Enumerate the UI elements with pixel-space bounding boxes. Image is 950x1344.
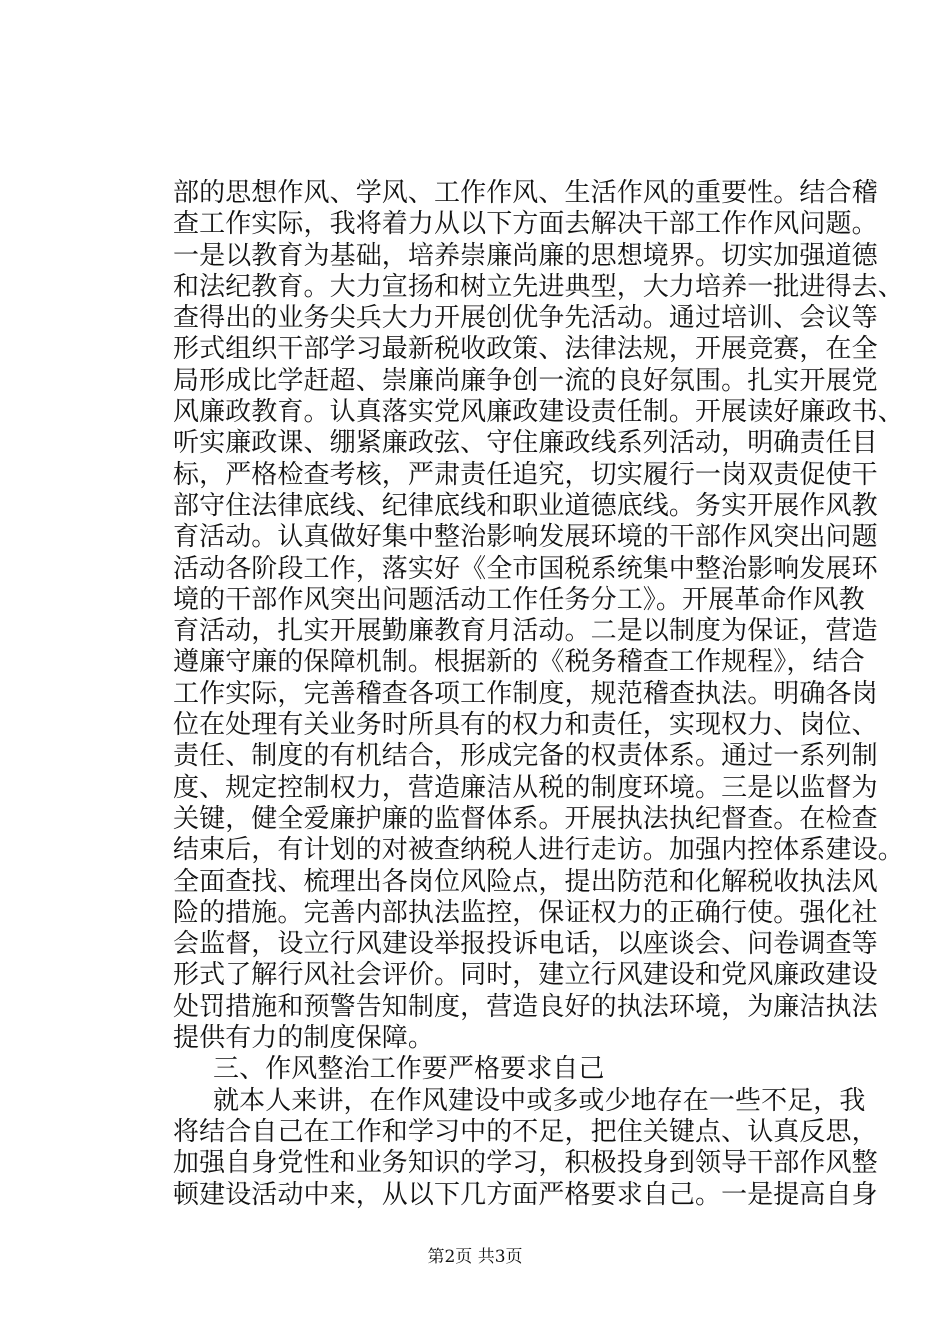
text-line: 部的思想作风、学风、工作作风、生活作风的重要性。结合稽 (173, 178, 878, 208)
text-line: 责任、制度的有机结合，形成完备的权责体系。通过一系列制 (173, 741, 878, 772)
text-line: 听实廉政课、绷紧廉政弦、守住廉政线系列活动，明确责任目 (173, 428, 878, 459)
text-line: 将结合自己在工作和学习中的不足，把住关键点、认真反思， (173, 1116, 878, 1147)
text-line: 查得出的业务尖兵大力开展创优争先活动。通过培训、会议等 (173, 303, 878, 334)
text-line: 关键，健全爱廉护廉的监督体系。开展执法执纪督查。在检查 (173, 803, 878, 834)
text-line: 位在处理有关业务时所具有的权力和责任，实现权力、岗位、 (173, 710, 878, 741)
text-line: 形式组织干部学习最新税收政策、法律法规，开展竞赛，在全 (173, 334, 878, 365)
text-line: 提供有力的制度保障。 (173, 1023, 435, 1054)
text-line: 部守住法律底线、纪律底线和职业道德底线。务实开展作风教 (173, 490, 878, 521)
text-line: 度、规定控制权力，营造廉洁从税的制度环境。三是以监督为 (173, 772, 878, 803)
text-line: 结束后，有计划的对被查纳税人进行走访。加强内控体系建设。 (173, 835, 904, 866)
text-line: 就本人来讲，在作风建设中或多或少地存在一些不足，我 (213, 1085, 866, 1116)
text-line: 境的干部作风突出问题活动工作任务分工》。开展革命作风教 (173, 584, 865, 615)
page-number: 第2页 共3页 (427, 1247, 523, 1267)
text-line: 形式了解行风社会评价。同时，建立行风建设和党风廉政建设 (173, 960, 878, 991)
text-line: 全面查找、梳理出各岗位风险点，提出防范和化解税收执法风 (173, 866, 878, 897)
text-line: 工作实际，完善稽查各项工作制度，规范稽查执法。明确各岗 (173, 678, 878, 709)
text-line: 处罚措施和预警告知制度，营造良好的执法环境，为廉洁执法 (173, 991, 878, 1022)
text-line: 标，严格检查考核，严肃责任追究，切实履行一岗双责促使干 (173, 459, 878, 490)
text-line: 育活动。认真做好集中整治影响发展环境的干部作风突出问题 (173, 522, 878, 553)
text-line: 一是以教育为基础，培养崇廉尚廉的思想境界。切实加强道德 (173, 240, 878, 271)
text-line: 风廉政教育。认真落实党风廉政建设责任制。开展读好廉政书、 (173, 397, 904, 428)
section-heading: 三、作风整治工作要严格要求自己 (213, 1054, 605, 1085)
text-line: 遵廉守廉的保障机制。根据新的《税务稽查工作规程》，结合 (173, 647, 865, 678)
page-footer (0, 1247, 950, 1267)
text-line: 险的措施。完善内部执法监控，保证权力的正确行使。强化社 (173, 897, 878, 928)
text-line: 查工作实际，我将着力从以下方面去解决干部工作作风问题。 (173, 209, 878, 240)
text-line: 加强自身党性和业务知识的学习，积极投身到领导干部作风整 (173, 1148, 878, 1179)
text-line: 和法纪教育。大力宣扬和树立先进典型，大力培养一批进得去、 (173, 271, 904, 302)
text-line: 育活动，扎实开展勤廉教育月活动。二是以制度为保证，营造 (173, 616, 878, 647)
text-line: 局形成比学赶超、崇廉尚廉争创一流的良好氛围。扎实开展党 (173, 365, 878, 396)
text-line: 顿建设活动中来，从以下几方面严格要求自己。一是提高自身 (173, 1179, 878, 1210)
text-line: 会监督，设立行风建设举报投诉电话，以座谈会、问卷调查等 (173, 929, 878, 960)
document-body (173, 178, 904, 1211)
text-line: 活动各阶段工作，落实好《全市国税系统集中整治影响发展环 (173, 553, 878, 584)
